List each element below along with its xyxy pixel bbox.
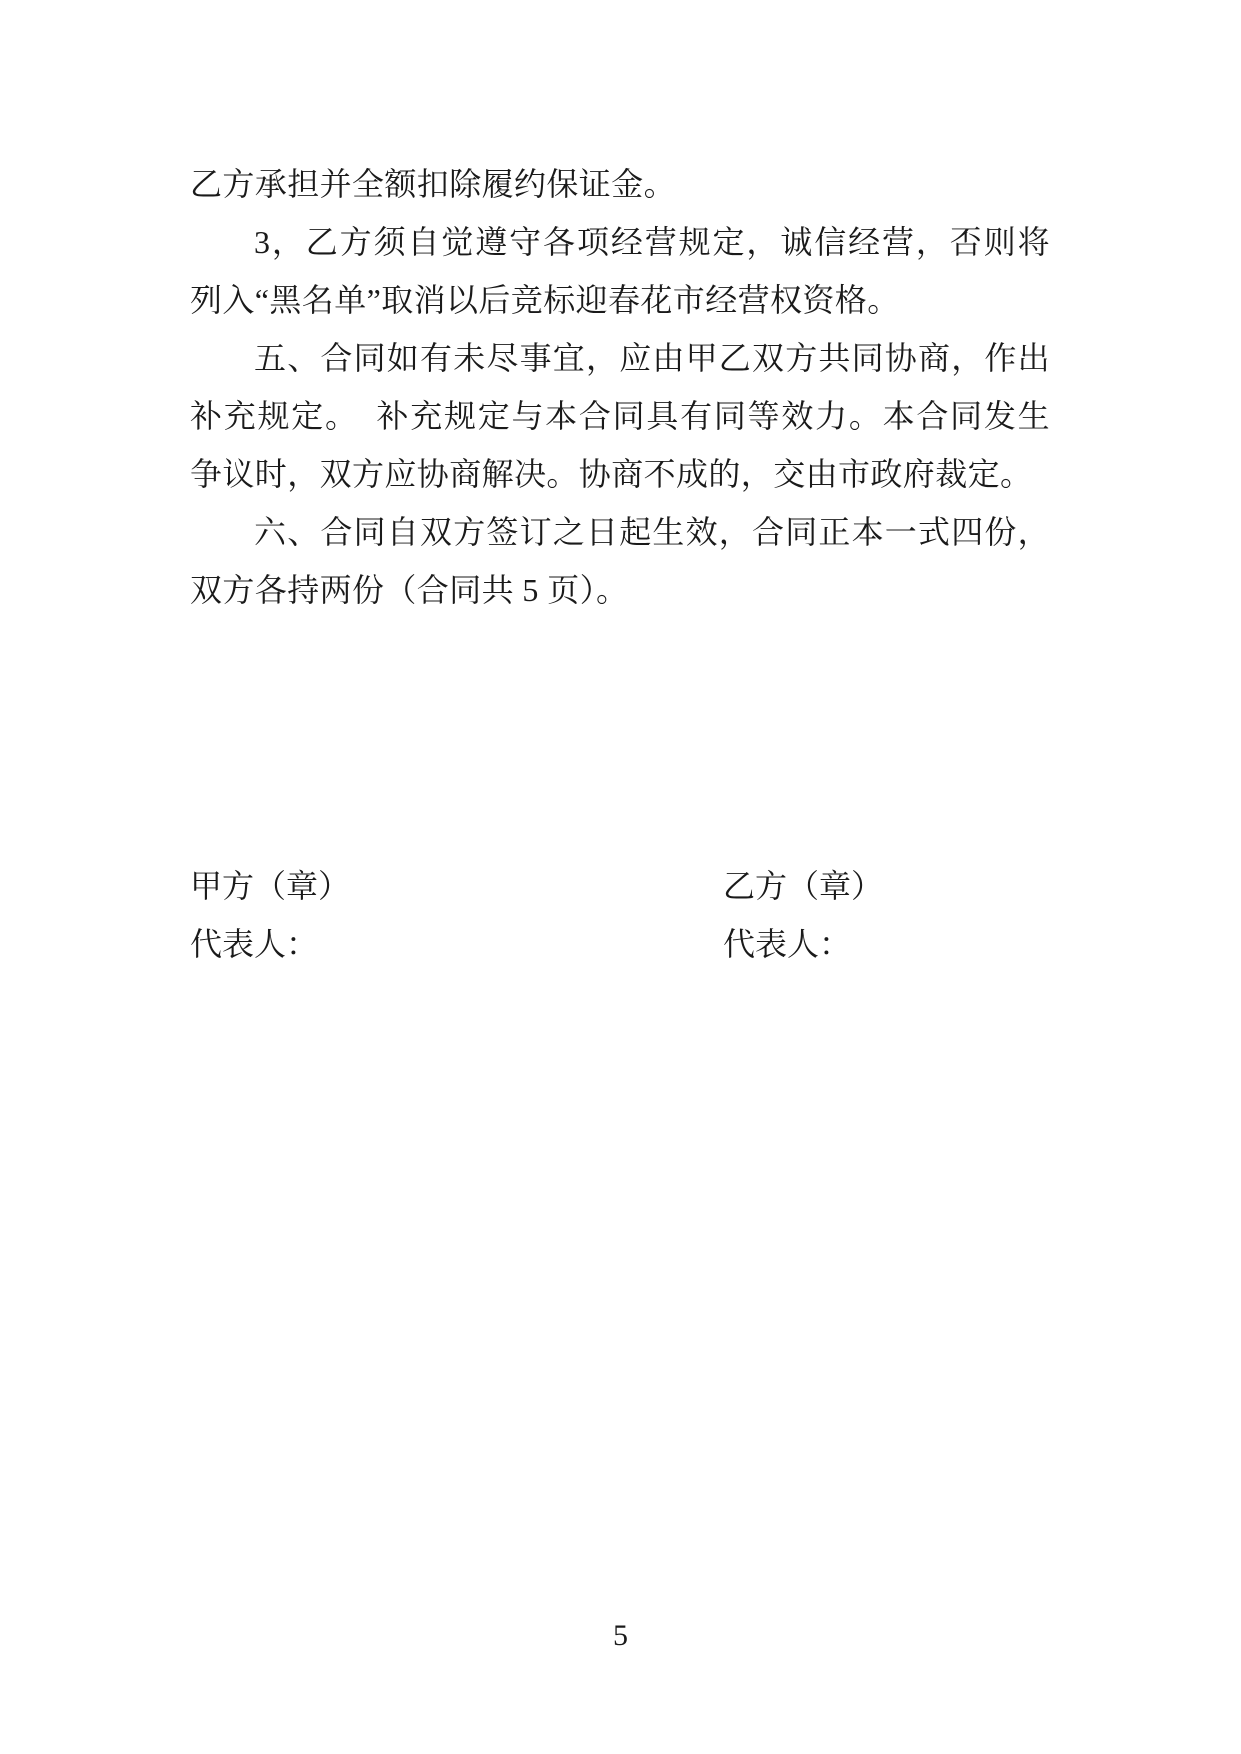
- party-b-representative-label: 代表人：: [723, 926, 852, 962]
- signature-block: [0, 857, 1241, 997]
- contract-text-line: 补充规定。 补充规定与本合同具有同等效力。本合同发生: [190, 398, 1050, 434]
- party-a-signature-column: [190, 857, 350, 973]
- contract-text-line: 争议时，双方应协商解决。协商不成的，交由市政府裁定。: [190, 456, 1033, 492]
- party-a-seal-label: 甲方（章）: [190, 868, 351, 904]
- contract-text-line: 乙方承担并全额扣除履约保证金。: [190, 166, 677, 202]
- contract-body: [190, 155, 1050, 619]
- party-a-representative-label: 代表人：: [190, 926, 319, 962]
- page-number: 5: [613, 1619, 628, 1652]
- contract-text-line: 六、合同自双方签订之日起生效，合同正本一式四份，: [254, 514, 1050, 550]
- contract-text-line: 列入“黑名单”取消以后竞标迎春花市经营权资格。: [190, 282, 900, 318]
- party-b-signature-column: [723, 857, 883, 973]
- contract-text-line: 双方各持两份（合同共 5 页）。: [190, 572, 629, 608]
- party-b-seal-label: 乙方（章）: [723, 868, 884, 904]
- contract-text-line: 五、合同如有未尽事宜，应由甲乙双方共同协商，作出: [254, 340, 1050, 376]
- contract-text-line: 3，乙方须自觉遵守各项经营规定，诚信经营，否则将: [254, 224, 1050, 260]
